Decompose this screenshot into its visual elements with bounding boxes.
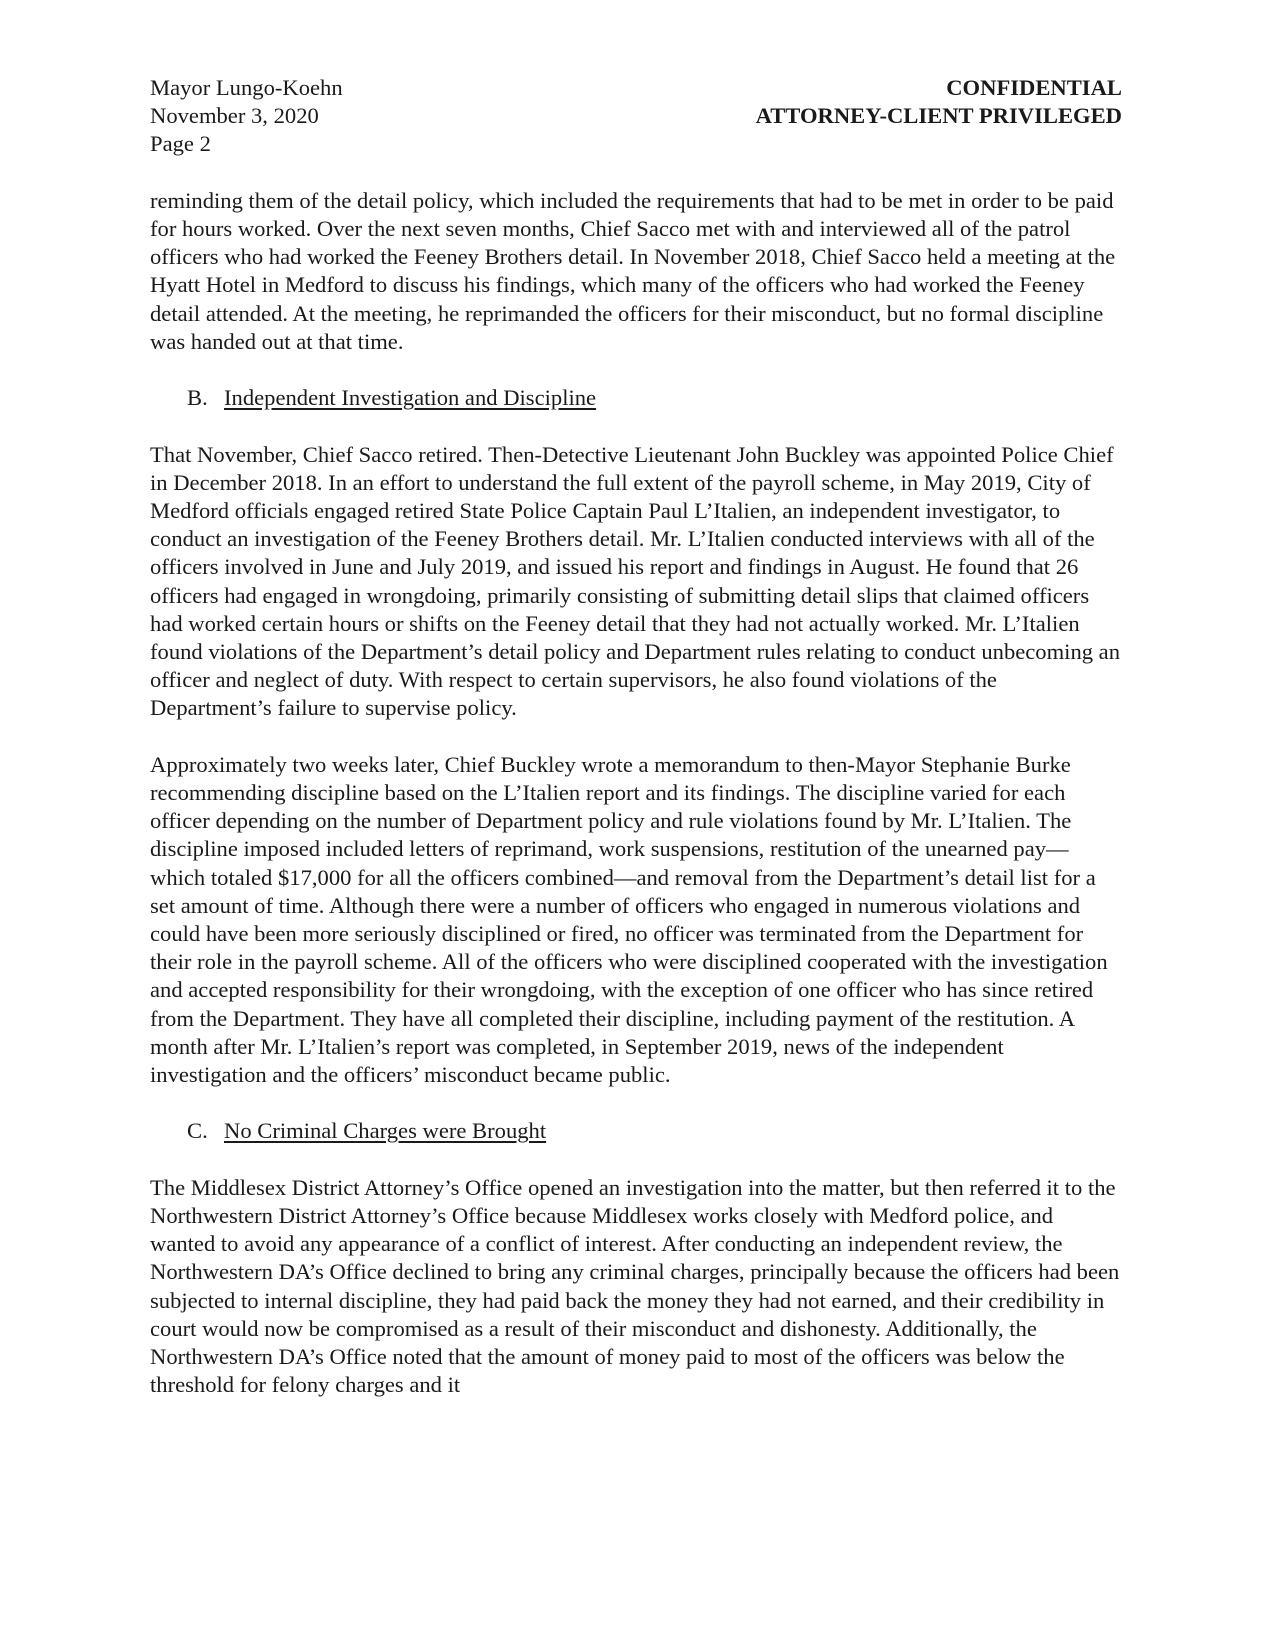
section-letter-c: C. (187, 1118, 208, 1144)
paragraph-investigation-2: Approximately two weeks later, Chief Buckley wrote a memorandum to then-Mayor Stephanie Burke recommending discipline based on the L’Italien report and its findings. The discipline varied for each officer depending on the number of Department policy and rule violations found by Mr. L’Italien. The discipline imposed included letters of reprimand, work suspensions, restitution of the unearned pay—which totaled $17,000 for all the officers combined—and removal from the Department’s detail list for a set amount of time. Although there were a number of officers who engaged in numerous violations and could have been more seriously disciplined or fired, no officer was terminated from the Department for their role in the payroll scheme. All of the officers who were disciplined cooperated with the investigation and accepted responsibility for their wrongdoing, with the exception of one officer who has since retired from the Department. They have all completed their discipline, including payment of the restitution. A month after Mr. L’Italien’s report was completed, in September 2019, news of the independent investigation and the officers’ misconduct became public. (150, 751, 1108, 1088)
header-left-block (150, 74, 343, 159)
section-heading-b (150, 384, 1122, 412)
paragraph-intro-continued: reminding them of the detail policy, which included the requirements that had to be met in order to be paid for hours worked. Over the next seven months, Chief Sacco met with and interviewed all of the patrol officers who had worked the Feeney Brothers detail. In November 2018, Chief Sacco held a meeting at the Hyatt Hotel in Medford to discuss his findings, which many of the officers who had worked the Feeney detail attended. At the meeting, he reprimanded the officers for their misconduct, but no formal discipline was handed out at that time. (150, 187, 1116, 354)
section-letter-b: B. (187, 385, 208, 411)
page-number: Page 2 (150, 131, 211, 157)
privileged-label: ATTORNEY-CLIENT PRIVILEGED (755, 103, 1122, 129)
document-page (150, 74, 1122, 1399)
section-heading-c (150, 1117, 1122, 1145)
paragraph-investigation-1: That November, Chief Sacco retired. Then-Detective Lieutenant John Buckley was appointed Police Chief in December 2018. In an effort to understand the full extent of the payroll scheme, in May 2019, City of Medford officials engaged retired State Police Captain Paul L’Italien, an independent investigator, to conduct an investigation of the Feeney Brothers detail. Mr. L’Italien conducted interviews with all of the officers involved in June and July 2019, and issued his report and findings in August. He found that 26 officers had engaged in wrongdoing, primarily consisting of submitting detail slips that claimed officers had worked certain hours or shifts on the Feeney detail that they had not actually worked. Mr. L’Italien found violations of the Department’s detail policy and Department rules relating to conduct unbecoming an officer and neglect of duty. With respect to certain supervisors, he also found violations of the Department’s failure to supervise policy. (150, 441, 1121, 721)
header-right-block (756, 74, 1122, 130)
letter-body (150, 187, 1122, 1400)
paragraph-criminal: The Middlesex District Attorney’s Office opened an investigation into the matter, but then referred it to the Northwestern District Attorney’s Office because Middlesex works closely with Medford police, and wanted to avoid any appearance of a conflict of interest. After conducting an independent review, the Northwestern DA’s Office declined to bring any criminal charges, principally because the officers had been subjected to internal discipline, they had paid back the money they had not earned, and their credibility in court would now be compromised as a result of their misconduct and dishonesty. Additionally, the Northwestern DA’s Office noted that the amount of money paid to most of the officers was below the threshold for felony charges and it (150, 1174, 1120, 1398)
section-title-c: No Criminal Charges were Brought (224, 1118, 547, 1144)
letter-header (150, 74, 1122, 159)
section-title-b: Independent Investigation and Discipline (224, 385, 597, 411)
date-line: November 3, 2020 (150, 103, 319, 129)
confidential-label: CONFIDENTIAL (946, 75, 1122, 100)
recipient-line: Mayor Lungo-Koehn (150, 75, 343, 100)
